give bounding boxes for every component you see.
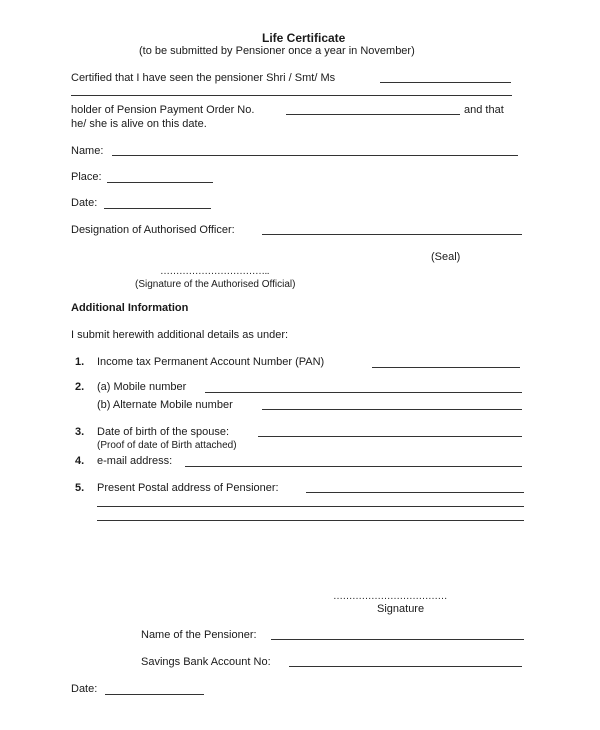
- holder-text: holder of Pension Payment Order No.: [71, 104, 255, 116]
- pensioner-signature-dots: ………………………………: [333, 591, 447, 602]
- alive-text: he/ she is alive on this date.: [71, 118, 207, 130]
- address-blank-2[interactable]: [97, 506, 524, 507]
- item-3-note: (Proof of date of Birth attached): [97, 440, 237, 451]
- item-1-number: 1.: [75, 356, 85, 368]
- spouse-dob-blank[interactable]: [258, 436, 522, 437]
- designation-blank[interactable]: [262, 234, 522, 235]
- pensioner-name-blank[interactable]: [380, 82, 511, 83]
- form-subtitle: (to be submitted by Pensioner once a year in November): [139, 45, 415, 57]
- designation-label: Designation of Authorised Officer:: [71, 224, 235, 236]
- additional-intro: I submit herewith additional details as under:: [71, 329, 289, 341]
- place-blank[interactable]: [107, 182, 213, 183]
- item-1-label: Income tax Permanent Account Number (PAN): [97, 356, 325, 368]
- item-4-label: e-mail address:: [97, 455, 173, 467]
- pan-blank[interactable]: [372, 367, 520, 368]
- official-signature-dots: ……………………………..: [160, 266, 270, 277]
- date-label: Date:: [71, 197, 98, 209]
- item-4-number: 4.: [75, 455, 85, 467]
- certified-text: Certified that I have seen the pensioner Shri / Smt/ Ms: [71, 72, 336, 84]
- item-2-number: 2.: [75, 381, 85, 393]
- pensioner-date-field[interactable]: [105, 694, 204, 695]
- and-that-text: and that: [464, 104, 504, 116]
- name-blank[interactable]: [112, 155, 518, 156]
- item-5-number: 5.: [75, 482, 85, 494]
- item-2-label: (a) Mobile number: [97, 381, 187, 393]
- item-2-sub-label: (b) Alternate Mobile number: [97, 399, 233, 411]
- item-5-label: Present Postal address of Pensioner:: [97, 482, 279, 494]
- form-title: Life Certificate: [262, 31, 346, 45]
- official-signature-label: (Signature of the Authorised Official): [135, 279, 296, 290]
- pensioner-date-label: Date:: [71, 683, 98, 695]
- account-label: Savings Bank Account No:: [141, 656, 271, 668]
- additional-heading: Additional Information: [71, 302, 189, 314]
- address-blank-3[interactable]: [97, 520, 524, 521]
- seal-label: (Seal): [431, 251, 461, 263]
- name-label: Name:: [71, 145, 104, 157]
- place-label: Place:: [71, 171, 102, 183]
- email-blank[interactable]: [185, 466, 522, 467]
- pensioner-name-blank-continued[interactable]: [71, 95, 512, 96]
- pensioner-signature-label: Signature: [377, 603, 425, 615]
- address-blank-1[interactable]: [306, 492, 524, 493]
- item-3-label: Date of birth of the spouse:: [97, 426, 230, 438]
- alternate-mobile-blank[interactable]: [262, 409, 522, 410]
- account-field[interactable]: [289, 666, 522, 667]
- item-3-number: 3.: [75, 426, 85, 438]
- ppo-number-blank[interactable]: [286, 114, 460, 115]
- date-blank[interactable]: [104, 208, 211, 209]
- pensioner-name-field[interactable]: [271, 639, 524, 640]
- pensioner-name-label: Name of the Pensioner:: [141, 629, 257, 641]
- mobile-blank[interactable]: [205, 392, 522, 393]
